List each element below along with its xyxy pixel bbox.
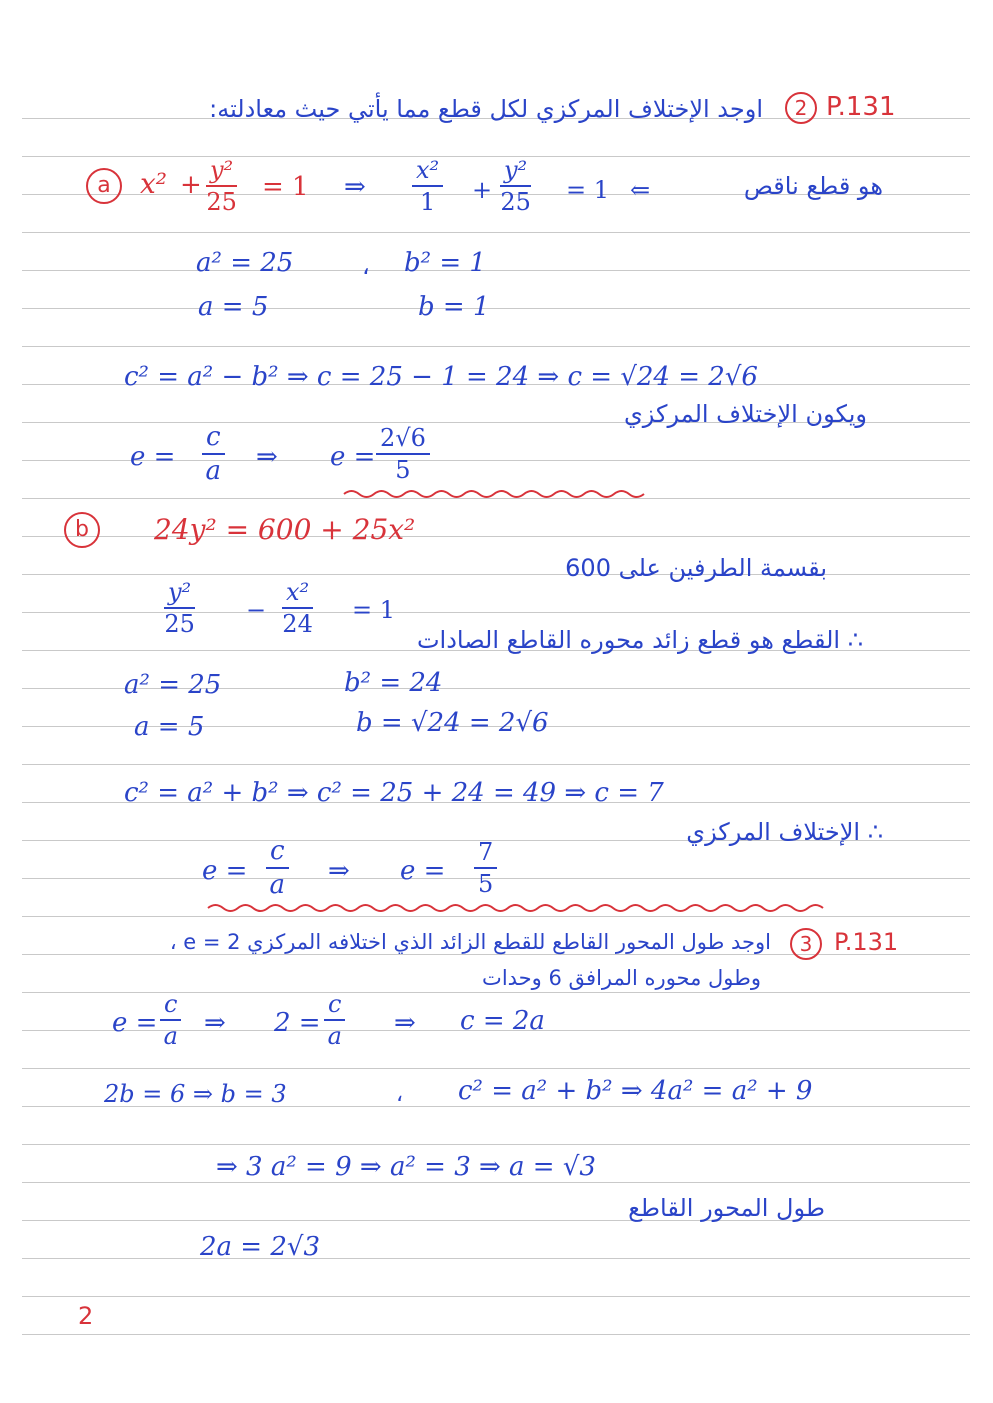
part-b-c-over-a: $\frac{c}{a}$ <box>266 838 289 898</box>
page-number: 2 <box>78 1302 94 1330</box>
part-a-eccentricity-note: ويكون الإختلاف المركزي <box>624 400 867 428</box>
q3-axis-note: طول المحور القاطع <box>628 1194 825 1222</box>
implies-arrow-left: ⇐ <box>630 176 651 204</box>
q3-step3: ⇒ 3 a² = 9 ⇒ a² = 3 ⇒ a = √3 <box>216 1152 596 1182</box>
part-a-e-lhs: e = <box>130 442 176 472</box>
red-wavy-underline <box>344 488 644 500</box>
part-b-b-squared: b² = 24 <box>344 668 443 698</box>
q3-c-over-a: $\frac{c}{a}$ <box>160 992 181 1048</box>
part-a-y2-over-25-std: $\frac{\text{y²}}{25}$ <box>500 156 531 216</box>
red-wavy-underline <box>208 902 828 914</box>
ruled-line <box>22 1144 970 1145</box>
part-a-a-value: a = 5 <box>198 292 269 322</box>
part-b-e-lhs: e = <box>202 856 248 886</box>
part-a-c-calculation: c² = a² − b² ⇒ c = 25 − 1 = 24 ⇒ c = √24 = 2√6 <box>124 362 758 392</box>
separator-comma: ، <box>362 252 370 280</box>
ruled-line <box>22 574 970 575</box>
part-a-label: a <box>86 168 122 204</box>
q3-step1-lhs: e = <box>112 1008 158 1038</box>
part-b-divide-note: بقسمة الطرفين على 600 <box>565 554 827 582</box>
q3-step1-rhs: c = 2a <box>460 1006 545 1036</box>
part-a-e-result: $\frac{2√6}{5}$ <box>376 426 430 482</box>
ruled-line <box>22 1068 970 1069</box>
ruled-line <box>22 156 970 157</box>
part-a-std-plus: + <box>472 176 493 204</box>
implies-arrow: ⇒ <box>204 1008 226 1038</box>
ruled-line <box>22 232 970 233</box>
part-a-badge <box>86 168 122 204</box>
q3-c-over-a-2: $\frac{c}{a}$ <box>324 992 345 1048</box>
minus-sign: − <box>246 596 267 624</box>
q3-heading-line1: اوجد طول المحور القاطع للقطع الزائد الذي اختلافه المركزي e = 2 ، <box>169 930 771 954</box>
ruled-line <box>22 916 970 917</box>
q3-page-ref: P.131 <box>834 928 899 956</box>
part-a-x2: x² <box>140 167 168 200</box>
ruled-line <box>22 270 970 271</box>
q2-number: 2 <box>785 92 817 124</box>
ruled-line <box>22 346 970 347</box>
implies-arrow: ⇒ <box>256 442 278 472</box>
part-b-a-squared: a² = 25 <box>124 670 222 700</box>
q3-heading-line2: وطول محوره المرافق 6 وحدات <box>482 966 761 990</box>
part-a-std-rhs: = 1 <box>566 176 610 204</box>
q3-number-badge <box>790 928 822 960</box>
part-b-badge <box>64 512 100 548</box>
q3-step1-2eq: 2 = <box>274 1008 321 1038</box>
part-b-label: b <box>64 512 100 548</box>
implies-arrow: ⇒ <box>394 1008 416 1038</box>
part-a-rhs: = 1 <box>262 172 309 202</box>
q3-result: 2a = 2√3 <box>200 1232 321 1262</box>
part-a-e-eq: e = <box>330 442 376 472</box>
part-b-y2-over-25: $\frac{\text{y²}}{25}$ <box>164 578 195 638</box>
ruled-line <box>22 764 970 765</box>
ruled-line <box>22 1220 970 1221</box>
part-b-b-value: b = √24 = 2√6 <box>356 708 549 738</box>
part-a-b-value: b = 1 <box>418 292 490 322</box>
ruled-line <box>22 1182 970 1183</box>
q3-step2-left: 2b = 6 ⇒ b = 3 <box>104 1080 287 1108</box>
part-a-c-over-a: $\frac{c}{a}$ <box>202 424 225 484</box>
part-b-a-value: a = 5 <box>134 712 205 742</box>
part-b-e-result: $\frac{7}{5}$ <box>474 840 497 896</box>
ruled-line <box>22 1334 970 1335</box>
part-b-x2-over-24: $\frac{\text{x²}}{24}$ <box>282 578 313 638</box>
part-b-e-eq: e = <box>400 856 446 886</box>
part-b-given-equation: 24y² = 600 + 25x² <box>154 513 416 546</box>
part-b-type-note: ∴ القطع هو قطع زائد محوره القاطع الصادات <box>416 626 863 654</box>
q2-number-badge <box>785 92 817 124</box>
q2-heading: اوجد الإختلاف المركزي لكل قطع مما يأتي حيث معادلته: <box>209 95 763 123</box>
implies-arrow: ⇒ <box>344 172 366 202</box>
part-a-type-note: هو قطع ناقص <box>743 172 883 200</box>
part-b-rhs: = 1 <box>352 596 396 624</box>
ruled-line <box>22 1296 970 1297</box>
part-a-x2-over-1: $\frac{\text{x²}}{1}$ <box>412 158 443 214</box>
part-a-a-squared: a² = 25 <box>196 248 294 278</box>
part-a-y2-over-25: $\frac{\text{y²}}{25}$ <box>206 156 237 216</box>
part-a-b-squared: b² = 1 <box>404 248 486 278</box>
q3-step2-right: c² = a² + b² ⇒ 4a² = a² + 9 <box>458 1076 813 1106</box>
ruled-line <box>22 308 970 309</box>
part-b-eccentricity-note: ∴ الإختلاف المركزي <box>686 818 883 846</box>
q3-number: 3 <box>790 928 822 960</box>
implies-arrow: ⇒ <box>328 856 350 886</box>
ruled-line <box>22 1258 970 1259</box>
separator-comma: ، <box>396 1082 404 1107</box>
part-a-plus: + <box>180 170 202 200</box>
q2-page-ref: P.131 <box>826 92 896 122</box>
part-b-c-calculation: c² = a² + b² ⇒ c² = 25 + 24 = 49 ⇒ c = 7 <box>124 778 664 808</box>
ruled-line <box>22 954 970 955</box>
